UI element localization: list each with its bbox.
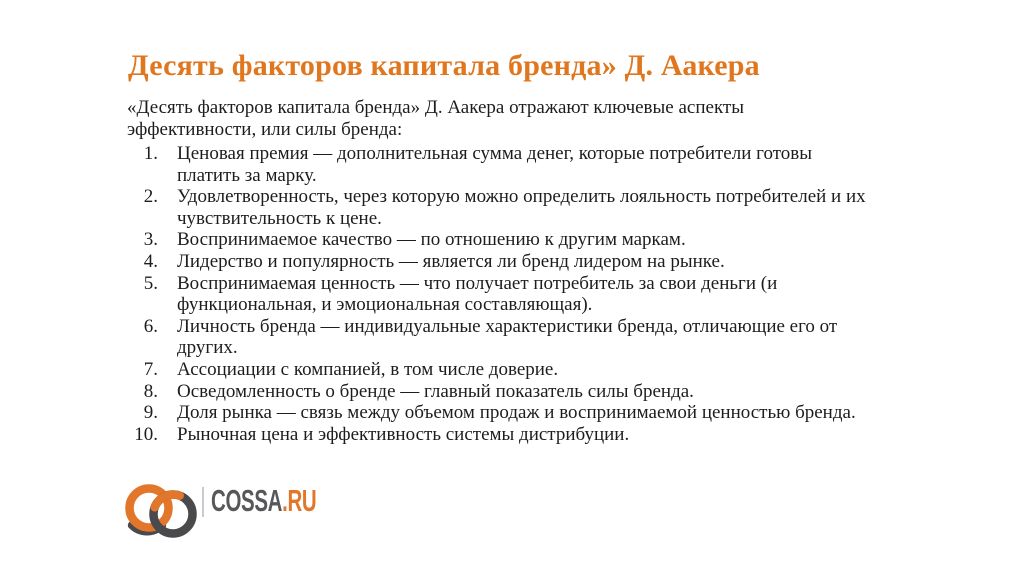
list-item-number: 5. xyxy=(143,272,158,294)
list-item-number: 7. xyxy=(143,358,158,380)
factors-list xyxy=(130,143,875,445)
list-item-text: Лидерство и популярность — является ли бренд лидером на рынке. xyxy=(177,250,725,272)
list-item-text: Воспринимаемая ценность — что получает потребитель за свои деньги (и функциональная, и эмоциональная составляющая). xyxy=(177,272,778,316)
logo-text-gray: COSSA xyxy=(211,483,283,518)
list-item xyxy=(130,273,875,316)
list-item-text: Воспринимаемое качество — по отношению к другим маркам. xyxy=(177,229,686,251)
list-item-text: Ассоциации с компанией, в том числе доверие. xyxy=(177,358,559,380)
list-item-number: 3. xyxy=(143,229,158,251)
list-item-text: Рыночная цена и эффективность системы дистрибуции. xyxy=(177,423,630,445)
list-item-number: 4. xyxy=(143,250,158,272)
list-item-text: Личность бренда — индивидуальные характеристики бренда, отличающие его от других. xyxy=(177,315,838,359)
list-item-number: 9. xyxy=(143,402,158,424)
list-item-number: 10. xyxy=(134,423,158,445)
list-item xyxy=(130,424,875,446)
list-item-text: Доля рынка — связь между объемом продаж и воспринимаемой ценностью бренда. xyxy=(177,402,856,424)
logo-wordmark xyxy=(211,485,316,516)
list-item xyxy=(130,229,875,251)
list-item-number: 2. xyxy=(143,186,158,208)
list-item-text: Удовлетворенность, через которую можно определить лояльность потребителей и их чувствительность к цене. xyxy=(177,186,866,229)
infinity-rings-icon xyxy=(117,478,201,540)
list-item-number: 8. xyxy=(143,380,158,402)
list-item xyxy=(130,143,875,186)
list-item xyxy=(130,381,875,403)
list-item-number: 6. xyxy=(143,315,158,337)
list-item xyxy=(130,251,875,273)
list-item-number: 1. xyxy=(143,143,158,164)
list-item xyxy=(130,316,875,359)
list-item-text: Ценовая премия — дополнительная сумма денег, которые потребители готовы платить за марку. xyxy=(177,143,812,186)
list-item xyxy=(130,402,875,424)
page-title: Десять факторов капитала бренда» Д. Аакера xyxy=(128,49,760,82)
logo-text-orange: .RU xyxy=(282,483,317,518)
list-item xyxy=(130,359,875,381)
list-item xyxy=(130,186,875,229)
list-item-text: Осведомленность о бренде — главный показатель силы бренда. xyxy=(177,380,694,402)
logo-separator xyxy=(202,487,204,517)
intro-paragraph: «Десять факторов капитала бренда» Д. Аакера отражают ключевые аспекты эффективности, или силы бренда: xyxy=(127,97,744,140)
